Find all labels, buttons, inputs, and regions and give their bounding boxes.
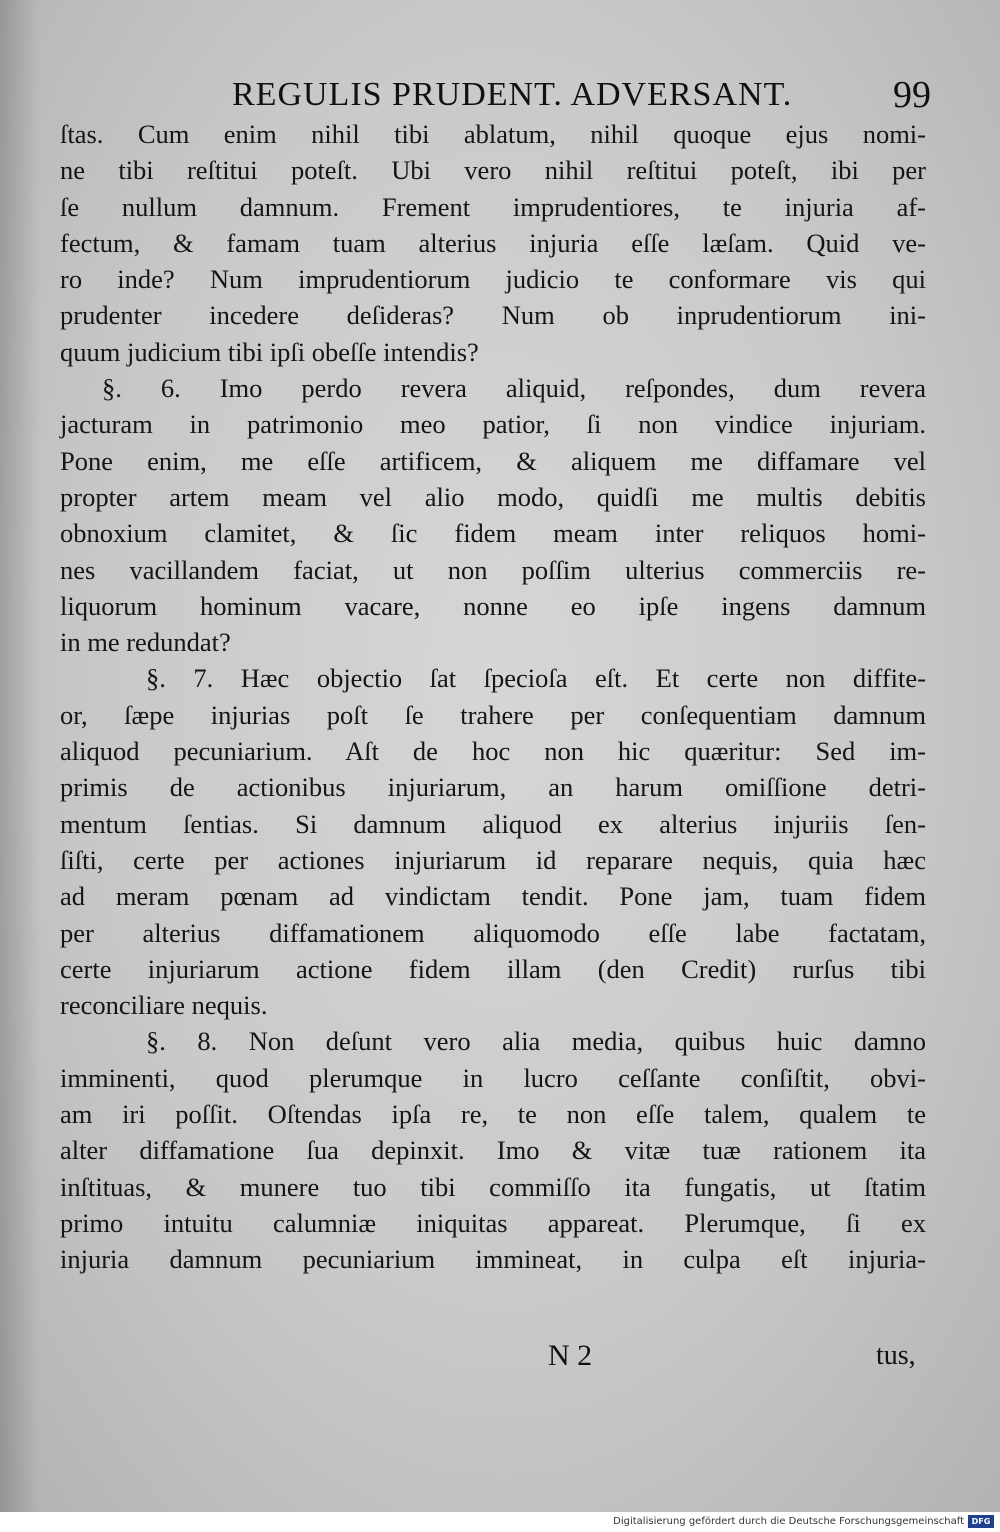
text-line: obnoxium clamitet, & ſic fidem meam inter reliquos homi-	[60, 518, 926, 549]
body-text	[60, 116, 926, 1278]
page-footer	[0, 1336, 1000, 1376]
text-line: or, ſæpe injurias poſt ſe trahere per conſequentiam damnum	[60, 699, 926, 730]
text-line: certe injuriarum actione fidem illam (den Credit) rurſus tibi	[60, 953, 926, 984]
text-line: ſe nullum damnum. Frement imprudentiores, te injuria af-	[60, 191, 926, 222]
text-line: am iri poſſit. Oſtendas ipſa re, te non eſſe talem, qualem te	[60, 1099, 926, 1130]
text-line: Pone enim, me eſſe artificem, & aliquem me diffamare vel	[60, 445, 926, 476]
page-gutter-shadow	[0, 0, 40, 1512]
signature-mark: N 2	[548, 1339, 593, 1372]
text-line: prudenter incedere deſideras? Num ob inprudentiorum ini-	[60, 300, 926, 331]
text-line: ſiſti, certe per actiones injuriarum id reparare nequis, quia hæc	[60, 844, 926, 875]
credit-bar	[0, 1512, 1000, 1532]
text-line: nes vacillandem faciat, ut non poſſim ulterius commerciis re-	[60, 554, 926, 585]
text-line: quum judicium tibi ipſi obeſſe intendis?	[60, 336, 479, 367]
funding-credit: Digitalisierung gefördert durch die Deutsche Forschungsgemeinschaft	[613, 1516, 964, 1527]
text-line: ne tibi reſtitui poteſt. Ubi vero nihil reſtitui poteſt, ibi per	[60, 155, 926, 186]
text-line: primo intuitu calumniæ iniquitas appareat. Plerumque, ſi ex	[60, 1207, 926, 1238]
text-line: inſtituas, & munere tuo tibi commiſſo ita fungatis, ut ſtatim	[60, 1171, 926, 1202]
text-line: ro inde? Num imprudentiorum judicio te conformare vis qui	[60, 264, 926, 295]
dfg-logo-icon: DFG	[968, 1515, 994, 1528]
text-line: imminenti, quod plerumque in lucro ceſſante conſiſtit, obvi-	[60, 1062, 926, 1093]
text-line: mentum ſentias. Si damnum aliquod ex alterius injuriis ſen-	[60, 808, 926, 839]
text-line: ad meram pœnam ad vindictam tendit. Pone jam, tuam fidem	[60, 881, 926, 912]
text-line: injuria damnum pecuniarium immineat, in culpa eſt injuria-	[60, 1244, 926, 1275]
page-header	[0, 72, 1000, 118]
text-line: aliquod pecuniarium. Aſt de hoc non hic quæritur: Sed im-	[60, 736, 926, 767]
text-line: liquorum hominum vacare, nonne eo ipſe ingens damnum	[60, 590, 926, 621]
text-line: fectum, & famam tuam alterius injuria eſſe læſam. Quid ve-	[60, 227, 926, 258]
text-line: alter diffamatione ſua depinxit. Imo & vitæ tuæ rationem ita	[60, 1135, 926, 1166]
text-line: propter artem meam vel alio modo, quidſi me multis debitis	[60, 481, 926, 512]
running-head: REGULIS PRUDENT. ADVERSANT.	[232, 76, 793, 113]
page-number: 99	[893, 74, 931, 116]
section-7-start: §. 7. Hæc objectio ſat ſpecioſa eſt. Et certe non diffite-	[146, 663, 926, 694]
text-line: primis de actionibus injuriarum, an harum omiſſione detri-	[60, 772, 926, 803]
section-6-start: §. 6. Imo perdo revera aliquid, reſpondes, dum revera	[102, 373, 926, 404]
text-line: in me redundat?	[60, 627, 231, 658]
text-line: reconciliare nequis.	[60, 990, 268, 1021]
text-line: jacturam in patrimonio meo patior, ſi non vindice injuriam.	[60, 409, 926, 440]
text-line: ſtas. Cum enim nihil tibi ablatum, nihil quoque ejus nomi-	[60, 119, 926, 149]
catchword: tus,	[876, 1340, 916, 1371]
section-8-start: §. 8. Non deſunt vero alia media, quibus huic damno	[146, 1026, 926, 1057]
text-line: per alterius diffamationem aliquomodo eſſe labe factatam,	[60, 917, 926, 948]
